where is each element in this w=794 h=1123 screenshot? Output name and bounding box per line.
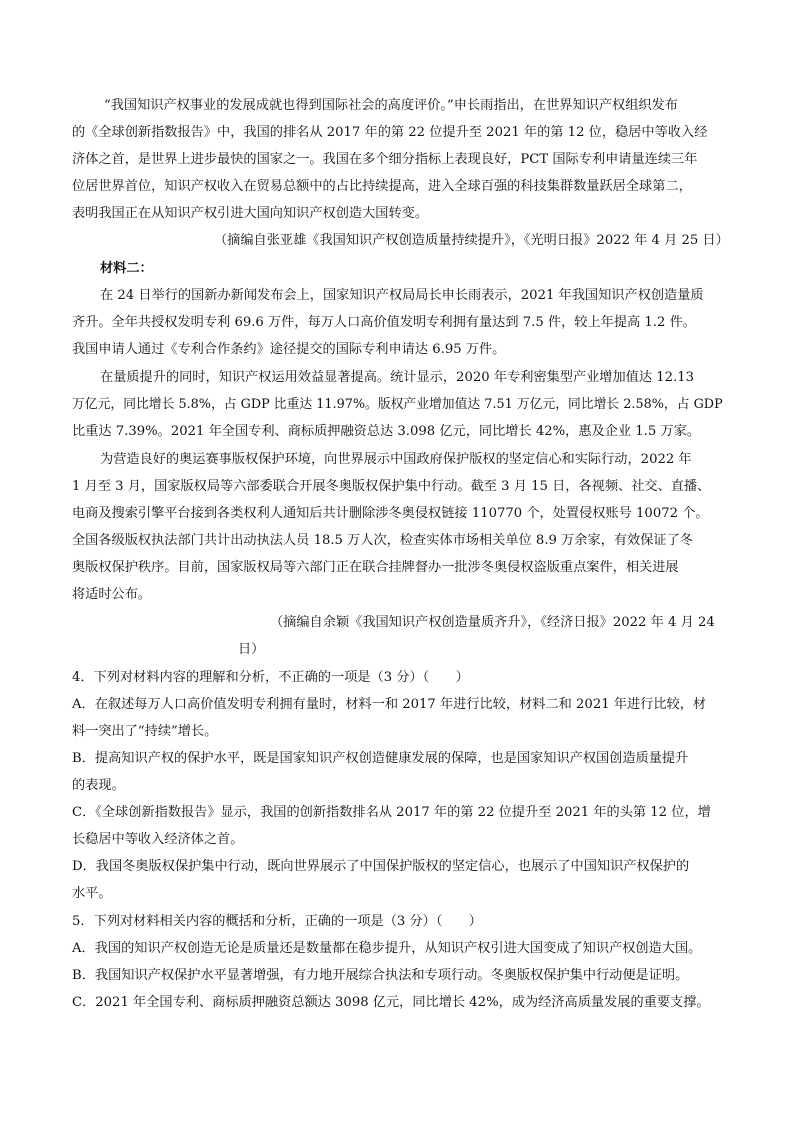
paragraph-1-line-4: 位居世界首位，知识产权收入在贸易总额中的占比持续提高，进入全球百强的科技集群数量跃居全球第二， bbox=[72, 179, 692, 194]
paragraph-1-line-3: 济体之首，是世界上进步最快的国家之一。我国在多个细分指标上表现良好，PCT 国际专利申请量连续三年 bbox=[72, 152, 698, 167]
question-4-option-a-line-1: A．在叙述每万人口高价值发明专利拥有量时，材料一和 2017 年进行比较，材料二和 2021 年进行比较，材 bbox=[72, 697, 707, 712]
paragraph-4-line-2: 1 月至 3 月，国家版权局等六部委联合开展冬奥版权保护集中行动。截至 3 月 15 日，各视频、社交、直播、 bbox=[72, 479, 711, 494]
source-citation-2-line-1: （摘编自余颖《我国知识产权创造量质齐升》，《经济日报》2022 年 4 月 24 bbox=[270, 615, 715, 630]
source-citation-2-line-2: 日） bbox=[238, 642, 265, 657]
question-4-option-d-line-2: 水平。 bbox=[72, 886, 112, 901]
question-4-stem: 4．下列对材料内容的理解和分析，不正确的一项是（3 分）（ ） bbox=[72, 670, 469, 685]
paragraph-1-line-2: 的《全球创新指数报告》中，我国的排名从 2017 年的第 22 位提升至 2021 年的第 12 位，稳居中等收入经 bbox=[72, 125, 708, 140]
question-5-option-b: B．我国知识产权保护水平显著增强，有力地开展综合执法和专项行动。冬奥版权保护集中行动便是证明。 bbox=[72, 968, 689, 983]
question-5-option-c: C．2021 年全国专利、商标质押融资总额达 3098 亿元，同比增长 42%，成为经济高质量发展的重要支撑。 bbox=[72, 995, 710, 1010]
paragraph-3-line-3: 比重达 7.39%。2021 年全国专利、商标质押融资总达 3.098 亿元，同比增长 42%，惠及企业 1.5 万家。 bbox=[72, 424, 701, 439]
question-4-option-a-line-2: 料一突出了“持续”增长。 bbox=[72, 724, 218, 739]
paragraph-3-line-2: 万亿元，同比增长 5.8%，占 GDP 比重达 11.97%。版权产业增加值达 7.51 万亿元，同比增长 2.58%，占 GDP bbox=[72, 397, 723, 412]
paragraph-4-line-6: 将适时公布。 bbox=[72, 587, 152, 602]
question-4-option-d-line-1: D．我国冬奥版权保护集中行动，既向世界展示了中国保护版权的坚定信心，也展示了中国知识产权保护的 bbox=[72, 859, 690, 874]
paragraph-1-line-5: 表明我国正在从知识产权引进大国向知识产权创造大国转变。 bbox=[72, 206, 429, 221]
paragraph-4-line-5: 奥版权保护秩序。目前，国家版权局等六部门正在联合挂牌督办一批涉冬奥侵权盗版重点案件，相关进展 bbox=[72, 560, 679, 575]
paragraph-1-line-1: “我国知识产权事业的发展成就也得到国际社会的高度评价。”申长雨指出，在世界知识产权组织发布 bbox=[104, 98, 678, 113]
paragraph-2-line-2: 齐升。全年共授权发明专利 69.6 万件，每万人口高价值发明专利拥有量达到 7.5 件，较上年提高 1.2 件。 bbox=[72, 315, 696, 330]
paragraph-4-line-4: 全国各级版权执法部门共计出动执法人员 18.5 万人次，检查实体市场相关单位 8.9 万余家，有效保证了冬 bbox=[72, 533, 693, 548]
question-4-option-c-line-1: C．《全球创新指数报告》显示，我国的创新指数排名从 2017 年的第 22 位提升至 2021 年的头第 12 位，增 bbox=[72, 805, 711, 820]
question-5-option-a: A．我国的知识产权创造无论是质量还是数量都在稳步提升，从知识产权引进大国变成了知识产权创造大国。 bbox=[72, 941, 702, 956]
paragraph-2-line-3: 我国申请人通过《专利合作条约》途径提交的国际专利申请达 6.95 万件。 bbox=[72, 342, 506, 357]
question-4-option-c-line-2: 长稳居中等收入经济体之首。 bbox=[72, 832, 244, 847]
question-5-stem: 5．下列对材料相关内容的概括和分析，正确的一项是（3 分）（ ） bbox=[72, 914, 482, 929]
paragraph-4-line-1: 为营造良好的奥运赛事版权保护环境，向世界展示中国政府保护版权的坚定信心和实际行动，2022 年 bbox=[100, 452, 692, 467]
source-citation-1: （摘编自张亚雄《我国知识产权创造质量持续提升》，《光明日报》2022 年 4 月 25 日） bbox=[214, 233, 729, 248]
paragraph-3-line-1: 在量质提升的同时，知识产权运用效益显著提高。统计显示，2020 年专利密集型产业增加值达 12.13 bbox=[100, 370, 695, 385]
question-4-option-b-line-1: B．提高知识产权的保护水平，既是国家知识产权创造健康发展的保障，也是国家知识产权国创造质量提升 bbox=[72, 751, 689, 766]
material-2-heading: 材料二： bbox=[100, 261, 153, 276]
paragraph-4-line-3: 电商及搜索引擎平台接到各类权利人通知后共计删除涉冬奥侵权链接 110770 个，处置侵权账号 10072 个。 bbox=[72, 506, 709, 521]
paragraph-2-line-1: 在 24 日举行的国新办新闻发布会上，国家知识产权局局长申长雨表示，2021 年我国知识产权创造量质 bbox=[100, 288, 704, 303]
question-4-option-b-line-2: 的表现。 bbox=[72, 778, 125, 793]
